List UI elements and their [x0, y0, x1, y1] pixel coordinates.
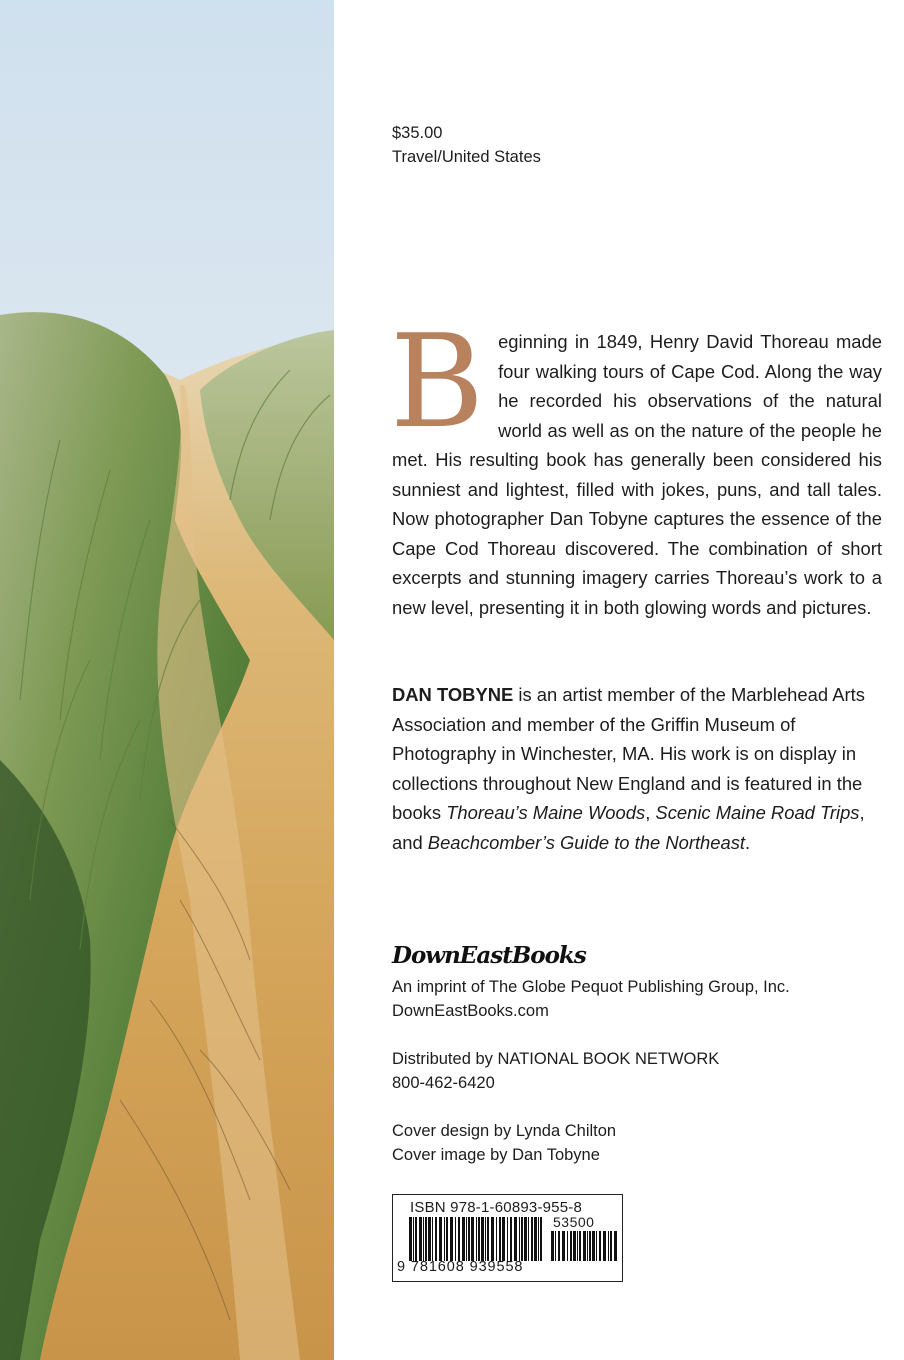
book-description	[390, 308, 882, 622]
barcode-bar	[507, 1217, 508, 1261]
imprint-line: An imprint of The Globe Pequot Publishing Group, Inc.	[392, 978, 790, 996]
barcode-bar	[468, 1217, 470, 1261]
bio-end: .	[745, 831, 751, 853]
barcode-bar	[450, 1217, 453, 1261]
barcode-bar	[608, 1231, 609, 1261]
barcode-bar	[540, 1217, 542, 1261]
barcode-bar	[478, 1217, 480, 1261]
book-title-3: Beachcomber’s Guide to the Northeast	[427, 831, 746, 853]
barcode-bar	[462, 1217, 465, 1261]
author-bio	[392, 680, 882, 857]
barcode-bar	[502, 1217, 505, 1261]
barcode-bar	[596, 1231, 597, 1261]
barcode-bar	[415, 1217, 417, 1261]
barcode-bar	[446, 1217, 448, 1261]
barcode-bar	[579, 1231, 581, 1261]
barcode-bar	[514, 1217, 517, 1261]
description-text: eginning in 1849, Henry David Thoreau made four walking tours of Cape Cod. Along the way he recorded his observations of the natural world as well as on the nature of the people he met. His resulting book has generally been considered his sunniest and lightest, filled with jokes, puns, and tall tales. Now photographer Dan Tobyne captures the essence of the Cape Cod Thoreau discovered. The combination of short excerpts and stunning imagery carries Thoreau’s work to a new level, presenting it in both glowing words and pictures.	[392, 331, 882, 618]
barcode-bar	[538, 1217, 539, 1261]
barcode-bar	[423, 1217, 424, 1261]
publisher-website: DownEastBooks.com	[392, 1002, 549, 1020]
barcode-bar	[476, 1217, 477, 1261]
barcode-bar	[599, 1231, 601, 1261]
barcode-bar	[499, 1217, 501, 1261]
distributor-phone: 800-462-6420	[392, 1074, 495, 1092]
barcode-bar	[491, 1217, 494, 1261]
barcode-bar	[603, 1231, 606, 1261]
barcode-bar	[521, 1217, 523, 1261]
barcode-bar	[562, 1231, 565, 1261]
dune-path-illustration	[0, 0, 334, 1360]
barcode-bar	[485, 1217, 486, 1261]
barcode-bar	[439, 1217, 442, 1261]
book-title-2: Scenic Maine Road Trips	[655, 802, 860, 823]
barcode-bar	[567, 1231, 568, 1261]
barcode-bar	[425, 1217, 427, 1261]
price: $35.00	[392, 124, 443, 142]
publisher-logo: DownEastBooks	[392, 942, 586, 969]
barcode-bar	[534, 1217, 537, 1261]
barcode-bar	[409, 1217, 412, 1261]
drop-cap: B	[390, 308, 485, 457]
bio-text: is an artist member of the Marblehead Arts Association and member of the Griffin Museum of Photography in Winchester, MA. His work is on display in collections throughout New England and is featured in the books	[392, 684, 865, 823]
cover-photo	[0, 0, 334, 1360]
barcode-bar	[487, 1217, 489, 1261]
ean-digits: 9 781608 939558	[397, 1259, 524, 1275]
price-code: 53500	[553, 1214, 595, 1230]
barcode-bar	[455, 1217, 456, 1261]
barcode-bar	[481, 1217, 484, 1261]
barcode-bar	[466, 1217, 467, 1261]
cover-credits	[392, 1119, 882, 1167]
distribution-info	[392, 1047, 882, 1095]
book-title-1: Thoreau’s Maine Woods	[446, 802, 646, 823]
barcode-bar	[524, 1217, 527, 1261]
author-name: DAN TOBYNE	[392, 684, 514, 705]
barcode-bar	[614, 1231, 617, 1261]
barcode-bar	[428, 1217, 431, 1261]
barcode-bar	[583, 1231, 586, 1261]
publisher-info	[392, 975, 882, 1023]
bio-sep-2: , and	[392, 802, 865, 853]
barcode-bar	[435, 1217, 437, 1261]
barcode-bar	[592, 1231, 595, 1261]
image-credit: Cover image by Dan Tobyne	[392, 1146, 600, 1164]
barcode-bar	[528, 1217, 529, 1261]
isbn-barcode	[392, 1194, 623, 1282]
barcode-bar	[519, 1217, 520, 1261]
barcode-bar	[610, 1231, 612, 1261]
barcode-bar	[555, 1231, 556, 1261]
barcode-bar	[496, 1217, 497, 1261]
category: Travel/United States	[392, 148, 541, 166]
barcode-bar	[587, 1231, 588, 1261]
barcode-bar	[419, 1217, 422, 1261]
distributor-line: Distributed by NATIONAL BOOK NETWORK	[392, 1050, 720, 1068]
barcode-bar	[432, 1217, 433, 1261]
barcode-bar	[551, 1231, 554, 1261]
barcode-bar	[413, 1217, 414, 1261]
barcode-bar	[589, 1231, 591, 1261]
barcode-bar	[510, 1217, 512, 1261]
barcode-bar	[471, 1217, 474, 1261]
barcode-bar	[458, 1217, 460, 1261]
barcode-bar	[531, 1217, 533, 1261]
barcode-bar	[570, 1231, 572, 1261]
barcode-bar	[577, 1231, 578, 1261]
barcode-bar	[444, 1217, 445, 1261]
bio-sep-1: ,	[645, 802, 656, 823]
barcode-bar	[558, 1231, 560, 1261]
design-credit: Cover design by Lynda Chilton	[392, 1122, 617, 1140]
price-block	[392, 121, 882, 169]
isbn-label: ISBN 978-1-60893-955-8	[410, 1199, 583, 1216]
barcode-bar	[573, 1231, 576, 1261]
